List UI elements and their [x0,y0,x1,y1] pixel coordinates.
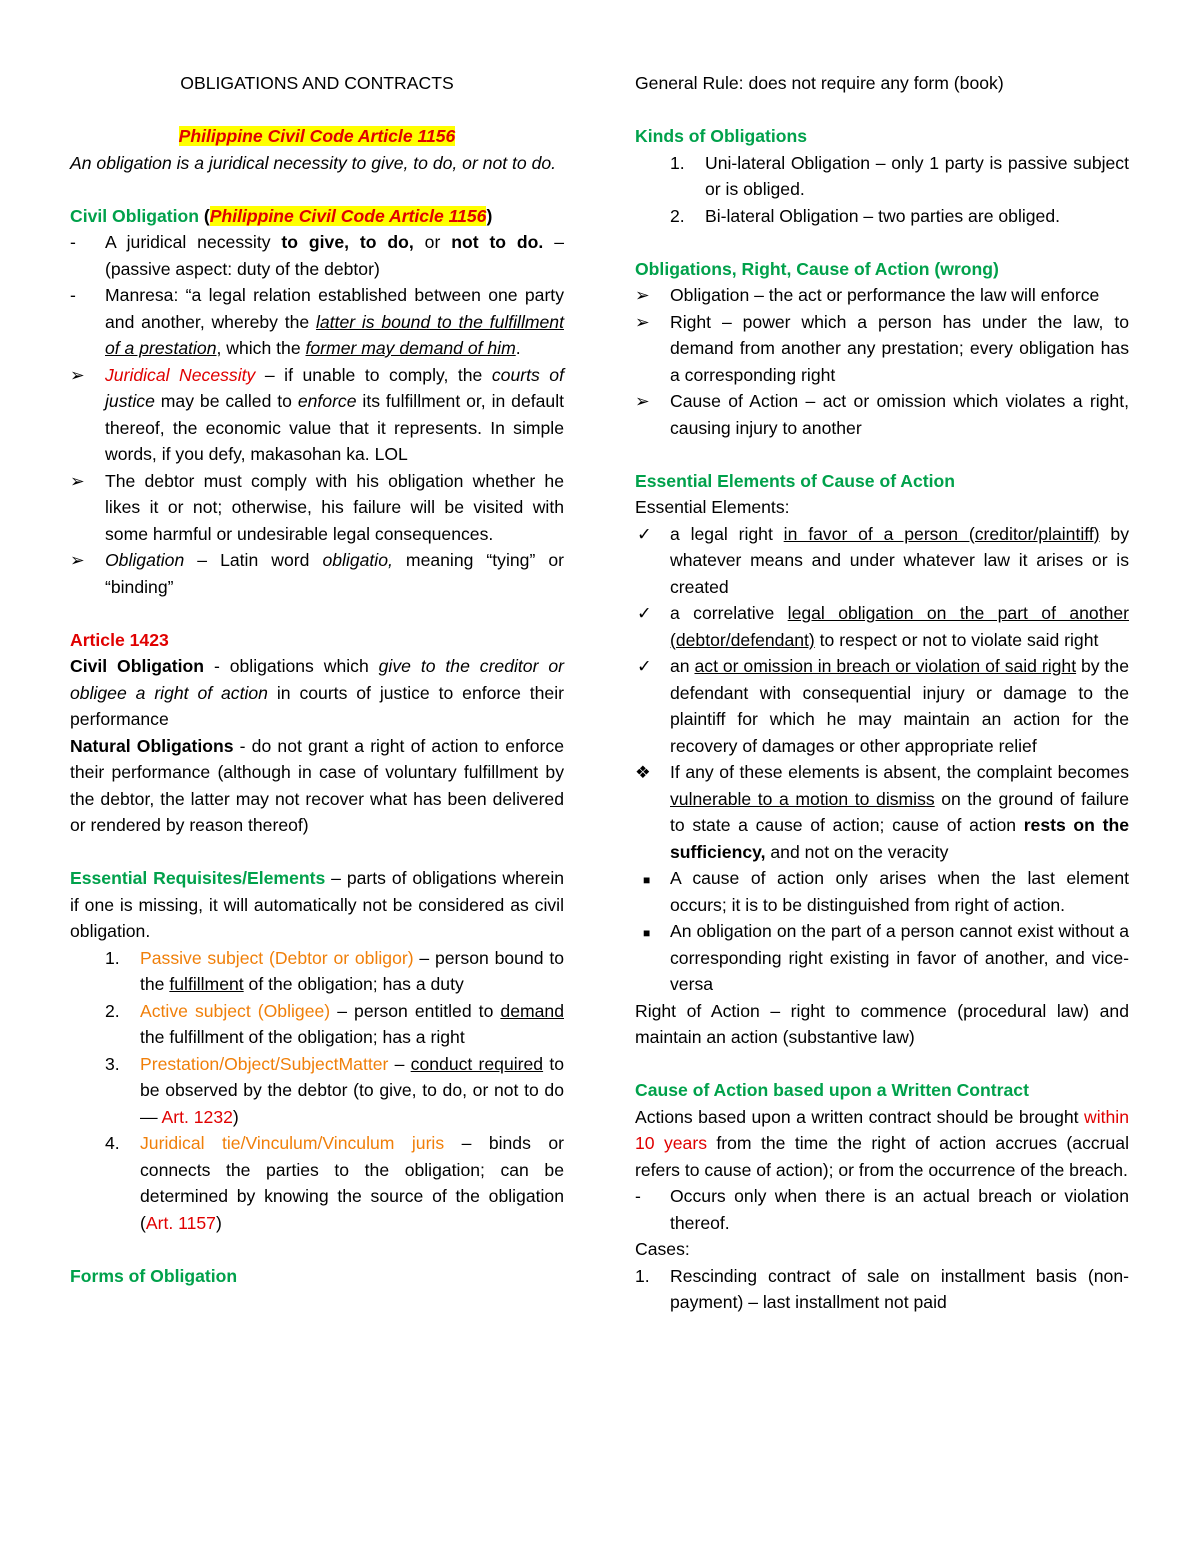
article-1156-heading [70,123,564,150]
list-item: 1. Passive subject (Debtor or obligor) – person bound to the fulfillment of the obligation; has a duty [105,947,564,994]
list-item: 1. Rescinding contract of sale on installment basis (non-payment) – last installment not paid [635,1265,1129,1312]
arrow-bullet-icon: ➢ [635,285,650,305]
arrow-bullet-icon: ➢ [635,311,650,332]
arrow-bullet-icon: ➢ [70,364,85,385]
right-column [635,70,1129,1316]
dash-marker: - [70,285,76,305]
kinds-heading: Kinds of Obligations [635,126,808,146]
list-item: ➢ Juridical Necessity – if unable to comply, the courts of justice may be called to enforce its fulfillment or, in default thereof, the economic value that it represents. In simple words, if you defy, makasohan ka. LOL [70,362,564,468]
list-item: 1. Uni-lateral Obligation – only 1 party is passive subject or is obliged. [670,152,1129,199]
list-item: 4. Juridical tie/Vinculum/Vinculum juris – binds or connects the parties to the obligation; can be determined by knowing the source of the obligation (Art. 1157) [105,1133,564,1233]
square-bullet-icon: ■ [643,926,651,940]
list-item: 3. Prestation/Object/SubjectMatter – conduct required to be observed by the debtor (to give, to do, or not to do— Art. 1232) [105,1053,565,1127]
list-item: ■ An obligation on the part of a person cannot exist without a corresponding right existing in favor of another, and vice-versa [643,921,1129,994]
general-rule: General Rule: does not require any form (book) [635,73,1004,93]
list-item: ✓ a correlative legal obligation on the part of another (debtor/defendant) to respect or not to violate said right [635,600,1129,653]
requisites-paragraph: Essential Requisites/Elements – parts of obligations wherein if one is missing, it will automatically not be considered as civil obligation. [70,868,565,941]
civil-obligation-article-ref: Philippine Civil Code Article 1156 [209,205,487,226]
arrow-bullet-icon: ➢ [635,391,650,411]
civil-obligation-definition: Civil Obligation - obligations which give to the creditor or obligee a right of action in courts of justice to enforce their performance [70,656,564,729]
list-item: 2. Bi-lateral Obligation – two parties are obliged. [670,205,1061,226]
list-item: ➢ The debtor must comply with his obligation whether he likes it or not; otherwise, his failure will be visited with some harmful or undesirable legal consequences. [70,468,564,548]
list-item: ➢ Cause of Action – act or omission which violates a right, causing injury to another [635,388,1129,441]
check-icon: ✓ [637,523,652,544]
cases-label: Cases: [635,1239,690,1259]
requisites-heading: Essential Requisites/Elements [70,868,326,888]
list-item: - A juridical necessity to give, to do, or not to do. – (passive aspect: duty of the debtor) [70,229,564,282]
civil-obligation-heading: Civil Obligation (Philippine Civil Code Article 1156) [70,205,493,226]
left-column [70,70,564,1289]
arrow-bullet-icon: ➢ [70,550,85,570]
written-contract-heading: Cause of Action based upon a Written Contract [635,1080,1029,1100]
right-of-action: Right of Action – right to commence (procedural law) and maintain an action (substantive law) [635,1000,1129,1047]
list-item: ➢ Obligation – Latin word obligatio, meaning “tying” or “binding” [70,547,564,600]
list-item: - Manresa: “a legal relation established between one party and another, whereby the latter is bound to the fulfillment of a prestation, which the former may demand of him. [70,282,564,362]
elements-heading: Essential Elements of Cause of Action [635,470,956,491]
diamond-bullet-icon: ❖ [635,762,651,782]
list-item: ➢ Right – power which a person has under the law, to demand from another any prestation; every obligation has a corresponding right [635,309,1129,389]
list-item: 2. Active subject (Obligee) – person entitled to demand the fulfillment of the obligation; has a right [105,1000,564,1047]
list-item: ✓ a legal right in favor of a person (creditor/plaintiff) by whatever means and under whatever law it arises or is created [635,521,1129,601]
square-bullet-icon: ■ [643,873,651,887]
list-item: ➢ Obligation – the act or performance the law will enforce [635,282,1129,309]
check-icon: ✓ [637,603,652,623]
elements-subheading: Essential Elements: [635,497,790,517]
written-contract-paragraph: Actions based upon a written contract should be brought within 10 years from the time the right of action accrues (accrual refers to cause of action); or from the occurrence of the breach. [635,1106,1129,1180]
dash-marker: - [635,1186,641,1206]
list-item: - Occurs only when there is an actual breach or violation thereof. [635,1183,1129,1236]
document-title: OBLIGATIONS AND CONTRACTS [180,73,454,93]
article-1156-highlight: Philippine Civil Code Article 1156 [178,126,456,146]
article-1156-definition: An obligation is a juridical necessity to give, to do, or not to do. [70,152,557,173]
list-item: ✓ an act or omission in breach or violation of said right by the defendant with consequential injury or damage to the plaintiff for which he may maintain an action for the recovery of damages or other appropriate relief [635,653,1129,759]
forms-heading: Forms of Obligation [70,1265,238,1286]
ora-heading: Obligations, Right, Cause of Action (wrong) [635,258,999,279]
arrow-bullet-icon: ➢ [70,470,85,491]
natural-obligation-definition: Natural Obligations - do not grant a right of action to enforce their performance (although in case of voluntary fulfillment by the debtor, the latter may not recover what has been delivered or rendered by reason thereof) [70,735,564,835]
list-item: ■ A cause of action only arises when the last element occurs; it is to be distinguished from right of action. [643,868,1129,915]
check-icon: ✓ [637,656,652,676]
list-item: ❖ If any of these elements is absent, the complaint becomes vulnerable to a motion to dismiss on the ground of failure to state a cause of action; cause of action rests on the sufficiency, and not on the veracity [635,759,1129,865]
dash-marker: - [70,232,76,252]
article-1423-heading: Article 1423 [70,629,169,650]
